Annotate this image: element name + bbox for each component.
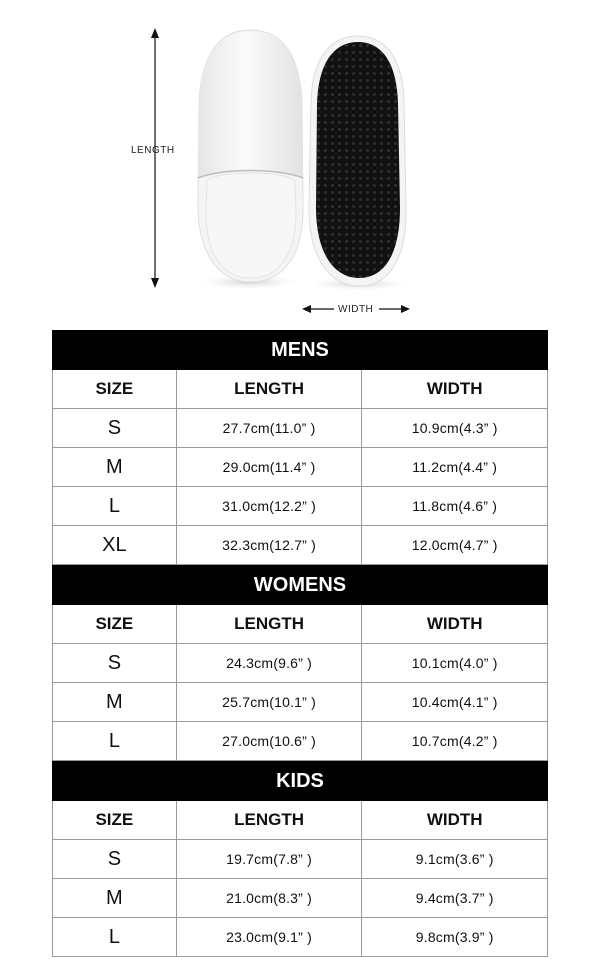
size-cell: S [53,840,177,879]
length-arrow [151,28,159,288]
header-size: SIZE [53,370,177,409]
width-cell: 9.1cm(3.6” ) [362,840,548,879]
header-width: WIDTH [362,801,548,840]
width-label: WIDTH [338,304,374,315]
width-cell: 10.1cm(4.0” ) [362,644,548,683]
width-cell: 11.2cm(4.4” ) [362,448,548,487]
table-row [52,448,548,487]
size-cell: S [53,409,177,448]
table-row [52,879,548,918]
size-cell: L [53,722,177,761]
width-cell: 10.7cm(4.2” ) [362,722,548,761]
length-cell: 27.7cm(11.0” ) [177,409,363,448]
header-length: LENGTH [177,605,363,644]
slipper-illustration [0,0,600,325]
width-cell: 9.4cm(3.7” ) [362,879,548,918]
table-row [52,487,548,526]
length-label: LENGTH [131,145,175,156]
slipper-pair-image [0,0,600,325]
size-cell: L [53,487,177,526]
table-row [52,526,548,565]
column-header-row [52,801,548,840]
size-cell: XL [53,526,177,565]
header-width: WIDTH [362,370,548,409]
width-cell: 10.4cm(4.1” ) [362,683,548,722]
table-row [52,409,548,448]
width-cell: 9.8cm(3.9” ) [362,918,548,957]
section-header-kids: KIDS [52,761,548,801]
length-cell: 24.3cm(9.6” ) [177,644,363,683]
header-width: WIDTH [362,605,548,644]
size-cell: M [53,683,177,722]
size-cell: M [53,448,177,487]
length-cell: 32.3cm(12.7” ) [177,526,363,565]
column-header-row [52,605,548,644]
length-cell: 21.0cm(8.3” ) [177,879,363,918]
length-cell: 25.7cm(10.1” ) [177,683,363,722]
table-row [52,918,548,957]
slipper-top-view [194,30,304,290]
header-length: LENGTH [177,801,363,840]
section-header-mens: MENS [52,330,548,370]
size-cell: M [53,879,177,918]
header-size: SIZE [53,801,177,840]
section-header-womens: WOMENS [52,565,548,605]
length-cell: 31.0cm(12.2” ) [177,487,363,526]
table-row [52,722,548,761]
length-cell: 19.7cm(7.8” ) [177,840,363,879]
width-cell: 10.9cm(4.3” ) [362,409,548,448]
table-row [52,840,548,879]
length-cell: 29.0cm(11.4” ) [177,448,363,487]
table-row [52,683,548,722]
size-cell: S [53,644,177,683]
width-cell: 12.0cm(4.7” ) [362,526,548,565]
header-size: SIZE [53,605,177,644]
table-row [52,644,548,683]
size-cell: L [53,918,177,957]
column-header-row [52,370,548,409]
size-chart-table [52,330,548,957]
length-cell: 27.0cm(10.6” ) [177,722,363,761]
width-cell: 11.8cm(4.6” ) [362,487,548,526]
length-cell: 23.0cm(9.1” ) [177,918,363,957]
slipper-sole-view [303,36,413,291]
header-length: LENGTH [177,370,363,409]
